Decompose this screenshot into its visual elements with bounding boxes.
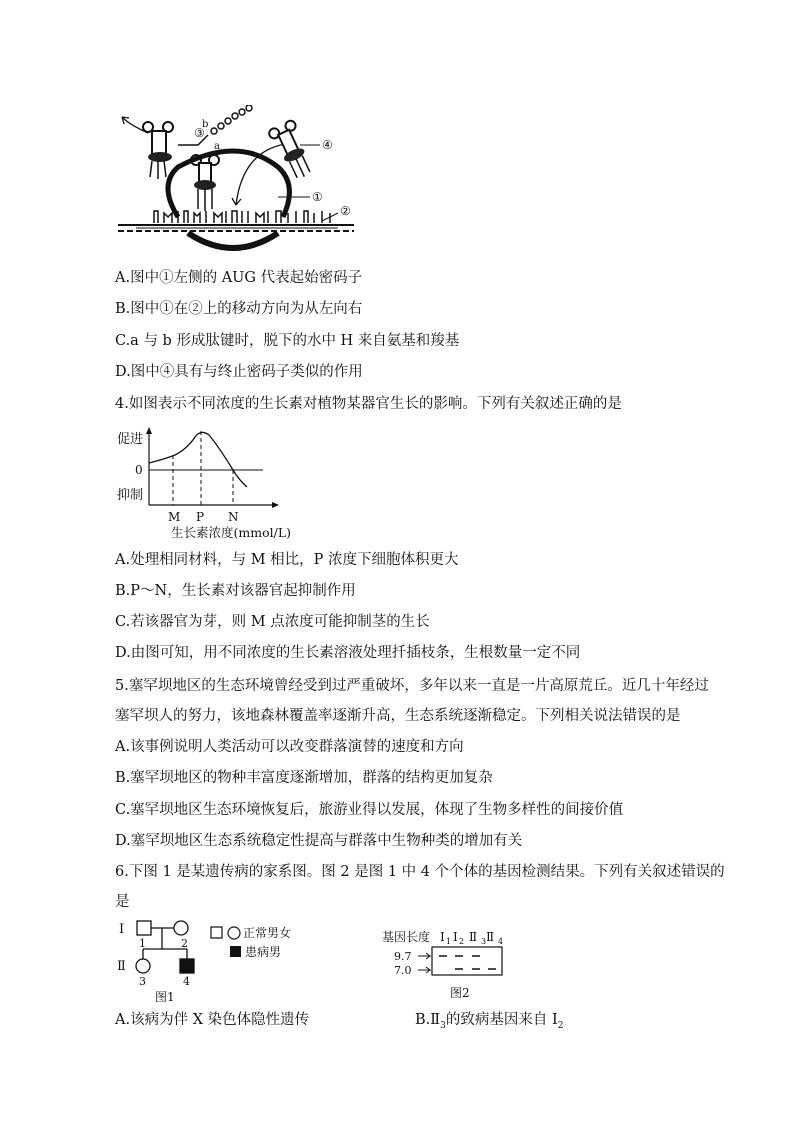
q4-option-c: C.若该器官为芽，则 M 点浓度可能抑制茎的生长 (115, 614, 430, 630)
translation-diagram (118, 105, 358, 255)
q6-option-b (415, 1010, 563, 1036)
y-label-inhibit: 抑制 (117, 488, 144, 503)
ii3-female-normal (136, 959, 150, 973)
trna-left (143, 122, 173, 179)
id-1: 1 (139, 937, 146, 950)
fig2-caption: 图2 (450, 986, 470, 1000)
q5-stem-line1: 5.塞罕坝地区的生态环境曾经受到过严重破坏，多年以来一直是一片高原荒丘。近几十年经过 (115, 678, 709, 694)
peptide-chain (211, 105, 252, 134)
generation-ii: Ⅱ (117, 959, 126, 974)
label-3: ③ (194, 126, 205, 140)
q3-option-a: A.图中①左侧的 AUG 代表起始密码子 (115, 270, 363, 286)
col-i2: Ⅰ (453, 930, 458, 944)
label-a: a (214, 141, 220, 152)
q6-option-a: A.该病为伴 X 染色体隐性遗传 (115, 1012, 310, 1028)
tick-p: P (196, 510, 205, 524)
pedigree-svg (115, 915, 315, 1005)
q5-option-d: D.塞罕坝地区生态系统稳定性提高与群落中生物种类的增加有关 (115, 833, 523, 849)
q4-option-a: A.处理相同材料，与 M 相比，P 浓度下细胞体积更大 (115, 552, 459, 568)
pedigree-figure (115, 915, 315, 1005)
label-1: ① (312, 190, 323, 204)
id-3: 3 (139, 975, 146, 988)
q4-option-d: D.由图可知，用不同浓度的生长素溶液处理扦插枝条，生根数量一定不同 (115, 645, 581, 661)
col-i1: Ⅰ (440, 930, 445, 944)
auxin-chart-svg (115, 425, 315, 545)
label-4: ④ (322, 138, 333, 152)
auxin-curve (149, 432, 247, 487)
gene-detection-figure (380, 925, 530, 1005)
gene-detection-svg (380, 925, 530, 1005)
legend-male-normal (211, 927, 222, 938)
id-2: 2 (181, 937, 188, 950)
fig1-caption: 图1 (155, 990, 175, 1004)
q5-option-c: C.塞罕坝地区生态环境恢复后，旅游业得以发展，体现了生物多样性的间接价值 (115, 802, 624, 818)
generation-i: Ⅰ (119, 922, 125, 937)
ribosome-large-subunit (168, 151, 289, 217)
label-2: ② (340, 204, 351, 218)
y-label-promote: 促进 (117, 432, 144, 447)
auxin-chart (115, 425, 315, 545)
q4-option-b: B.P～N，生长素对该器官起抑制作用 (115, 583, 356, 599)
trna-center (191, 155, 219, 211)
mrna-bases (154, 211, 330, 223)
q6-option-b-mid: 的致病基因来自 Ⅰ (445, 1012, 558, 1028)
tick-n: N (228, 510, 239, 524)
q6-option-b-sub2: 2 (557, 1020, 564, 1031)
q6-option-b-prefix: B.Ⅱ (415, 1012, 441, 1028)
q3-option-c: C.a 与 b 形成肽键时，脱下的水中 H 来自氨基和羧基 (115, 333, 460, 349)
tick-m: M (168, 510, 181, 524)
label-b: b (202, 119, 209, 130)
ii4-male-affected (180, 959, 194, 973)
id-4: 4 (183, 975, 190, 988)
col-i1-sub: 1 (446, 937, 452, 946)
header-gene-length: 基因长度 (382, 930, 431, 944)
legend-normal-label: 正常男女 (243, 926, 292, 940)
q6-stem-line2: 是 (115, 894, 130, 910)
gel-box (432, 947, 502, 975)
col-i2-sub: 2 (459, 937, 465, 946)
legend-male-affected (230, 946, 241, 957)
q6-option-b-sub1: 3 (440, 1020, 446, 1031)
legend-female-normal (228, 927, 240, 939)
q5-option-a: A.该事例说明人类活动可以改变群落演替的速度和方向 (115, 739, 464, 755)
ribosome-small-subunit (188, 233, 278, 248)
y-zero-label: 0 (135, 463, 143, 477)
q6-stem-line1: 6.下图 1 是某遗传病的家系图。图 2 是图 1 中 4 个个体的基因检测结果。下列有关叙述错误的 (115, 864, 725, 880)
row-9-7: 9.7 (394, 950, 412, 963)
row-7-0: 7.0 (394, 964, 412, 977)
trna-right (268, 119, 317, 182)
i1-male-normal (137, 921, 151, 935)
col-ii3: Ⅱ (469, 930, 478, 944)
legend-affected-label: 患病男 (245, 945, 282, 959)
q5-option-b: B.塞罕坝地区的物种丰富度逐渐增加，群落的结构更加复杂 (115, 770, 493, 786)
translation-figure (118, 105, 358, 255)
i2-female-normal (174, 921, 188, 935)
q3-option-b: B.图中①在②上的移动方向为从左向右 (115, 301, 363, 317)
col-ii4: Ⅱ (486, 930, 495, 944)
q4-stem: 4.如图表示不同浓度的生长素对植物某器官生长的影响。下列有关叙述正确的是 (115, 396, 622, 412)
col-ii3-sub: 3 (481, 937, 487, 946)
col-ii4-sub: 4 (498, 937, 504, 946)
q5-stem-line2: 塞罕坝人的努力，该地森林覆盖率逐渐升高，生态系统逐渐稳定。下列相关说法错误的是 (115, 708, 681, 724)
x-axis-label: 生长素浓度(mmol/L) (171, 525, 291, 540)
q3-option-d: D.图中④具有与终止密码子类似的作用 (115, 364, 363, 380)
